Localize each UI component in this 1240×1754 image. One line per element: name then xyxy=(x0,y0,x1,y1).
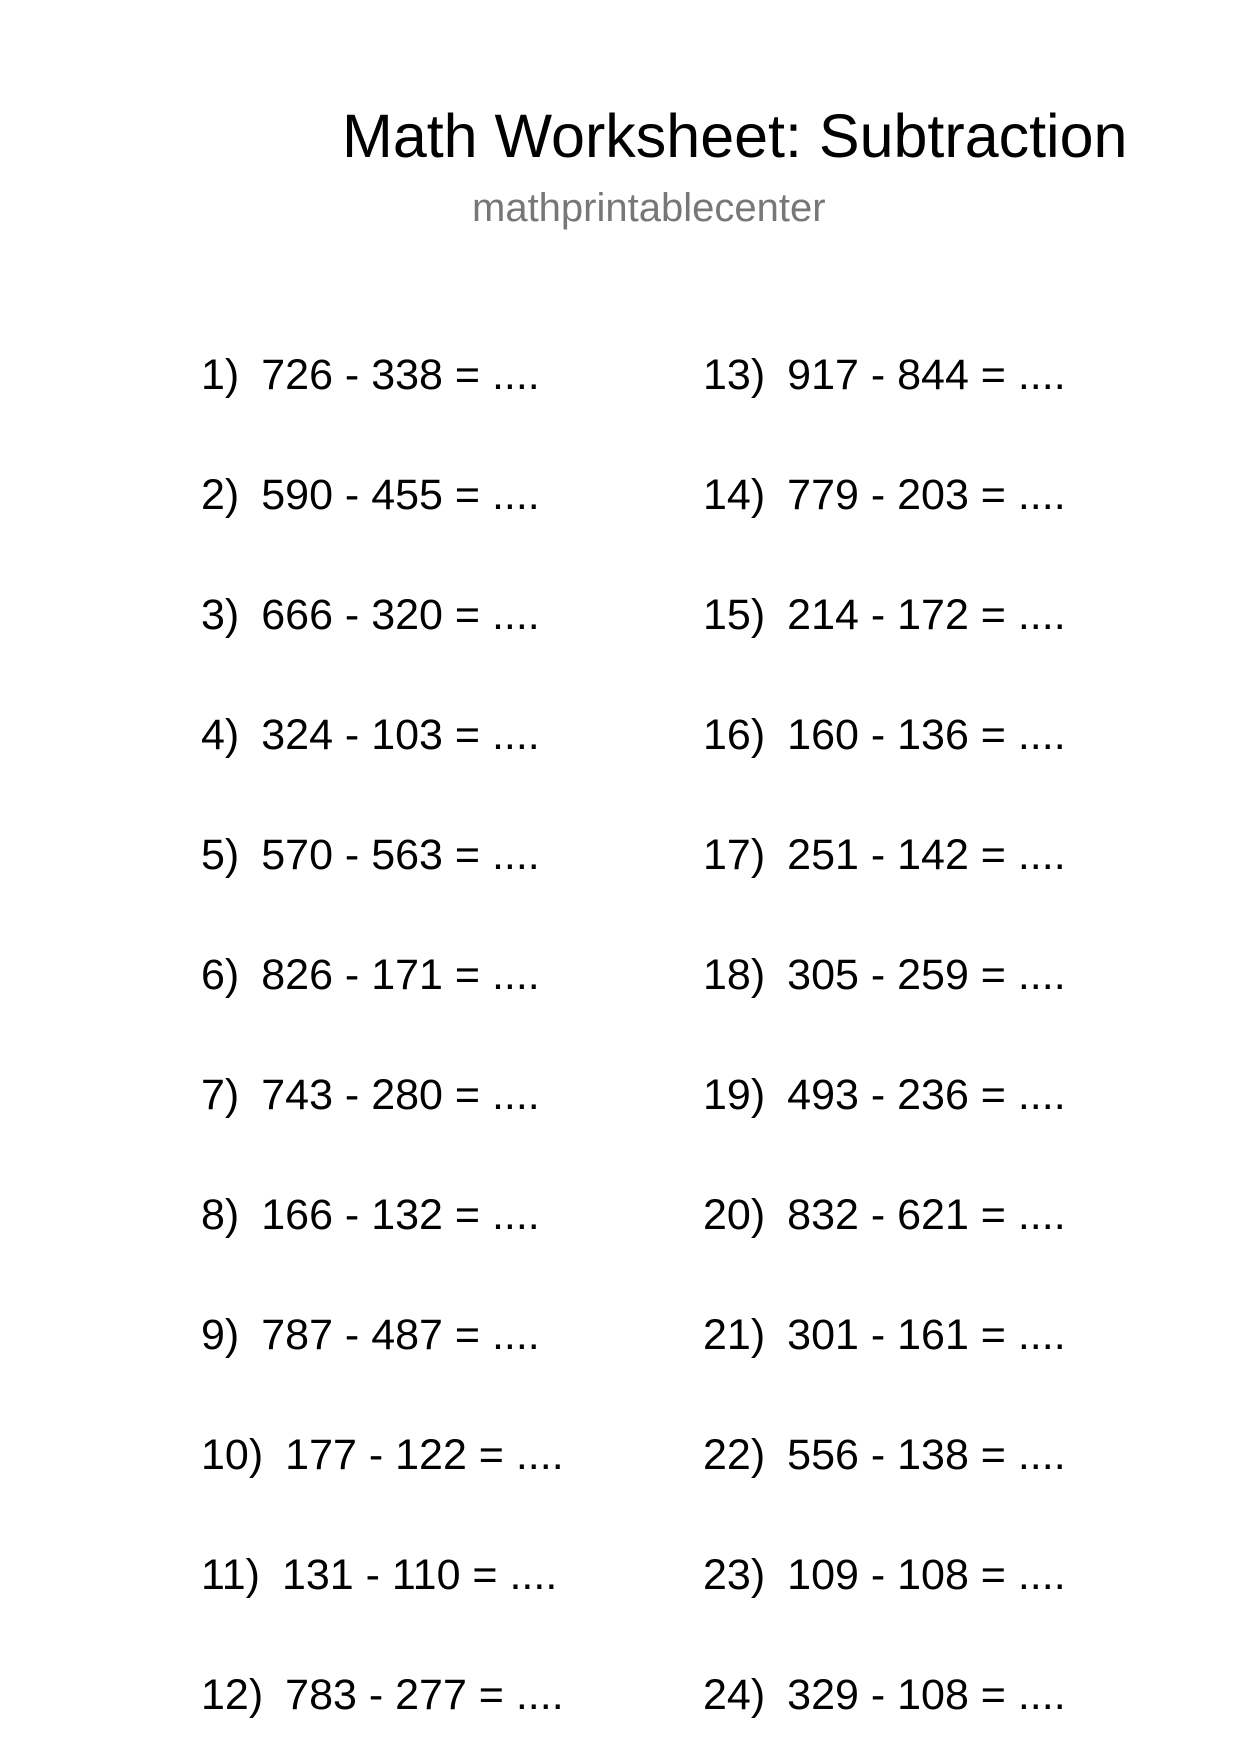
problem-item xyxy=(201,465,540,525)
problem-number: 10) xyxy=(201,1431,264,1479)
problem-item xyxy=(201,705,540,765)
problem-expression: 826 - 171 = .... xyxy=(261,951,540,999)
problem-expression: 493 - 236 = .... xyxy=(787,1071,1066,1119)
problem-expression: 783 - 277 = .... xyxy=(285,1671,564,1719)
problem-expression: 305 - 259 = .... xyxy=(787,951,1066,999)
problem-item xyxy=(703,345,1066,405)
problem-item xyxy=(201,825,540,885)
problem-expression: 666 - 320 = .... xyxy=(261,591,540,639)
problem-item xyxy=(703,705,1066,765)
problem-number: 13) xyxy=(703,351,766,399)
problem-item xyxy=(703,585,1066,645)
problem-number: 16) xyxy=(703,711,766,759)
problem-number: 17) xyxy=(703,831,766,879)
problem-item xyxy=(703,1185,1066,1245)
problem-number: 3) xyxy=(201,591,240,639)
problem-expression: 726 - 338 = .... xyxy=(261,351,540,399)
problem-item xyxy=(201,1545,557,1605)
problem-expression: 570 - 563 = .... xyxy=(261,831,540,879)
problem-expression: 743 - 280 = .... xyxy=(261,1071,540,1119)
problem-number: 11) xyxy=(201,1551,260,1599)
problem-item xyxy=(703,1065,1066,1125)
problem-expression: 329 - 108 = .... xyxy=(787,1671,1066,1719)
problem-number: 8) xyxy=(201,1191,240,1239)
page-subtitle: mathprintablecenter xyxy=(472,186,826,230)
problem-expression: 556 - 138 = .... xyxy=(787,1431,1066,1479)
problem-expression: 177 - 122 = .... xyxy=(285,1431,564,1479)
problem-expression: 301 - 161 = .... xyxy=(787,1311,1066,1359)
problem-number: 7) xyxy=(201,1071,240,1119)
problem-expression: 109 - 108 = .... xyxy=(787,1551,1066,1599)
problem-item xyxy=(201,1065,540,1125)
problem-expression: 779 - 203 = .... xyxy=(787,471,1066,519)
problem-expression: 917 - 844 = .... xyxy=(787,351,1066,399)
problem-item xyxy=(703,1305,1066,1365)
problem-item xyxy=(201,945,540,1005)
problem-expression: 251 - 142 = .... xyxy=(787,831,1066,879)
problem-expression: 160 - 136 = .... xyxy=(787,711,1066,759)
problem-number: 6) xyxy=(201,951,240,999)
problem-expression: 787 - 487 = .... xyxy=(261,1311,540,1359)
problem-item xyxy=(703,1425,1066,1485)
problem-number: 14) xyxy=(703,471,766,519)
problem-expression: 324 - 103 = .... xyxy=(261,711,540,759)
problem-item xyxy=(201,1185,540,1245)
problem-item xyxy=(201,1425,564,1485)
problem-expression: 214 - 172 = .... xyxy=(787,591,1066,639)
problem-number: 22) xyxy=(703,1431,766,1479)
problem-number: 21) xyxy=(703,1311,766,1359)
problem-item xyxy=(201,1665,564,1725)
problem-item xyxy=(703,1545,1066,1605)
problem-number: 23) xyxy=(703,1551,766,1599)
problem-item xyxy=(703,945,1066,1005)
problem-expression: 590 - 455 = .... xyxy=(261,471,540,519)
problem-number: 5) xyxy=(201,831,240,879)
problem-number: 12) xyxy=(201,1671,264,1719)
problem-item xyxy=(703,465,1066,525)
problem-number: 9) xyxy=(201,1311,240,1359)
problem-item xyxy=(201,345,540,405)
problem-number: 24) xyxy=(703,1671,766,1719)
page-title: Math Worksheet: Subtraction xyxy=(342,102,1128,170)
problem-number: 19) xyxy=(703,1071,766,1119)
problem-number: 4) xyxy=(201,711,240,759)
problem-number: 20) xyxy=(703,1191,766,1239)
problem-number: 2) xyxy=(201,471,240,519)
problem-number: 1) xyxy=(201,351,240,399)
problem-expression: 166 - 132 = .... xyxy=(261,1191,540,1239)
problem-item xyxy=(703,1665,1066,1725)
problem-number: 15) xyxy=(703,591,766,639)
problem-expression: 832 - 621 = .... xyxy=(787,1191,1066,1239)
problem-item xyxy=(201,1305,540,1365)
problem-item xyxy=(703,825,1066,885)
problem-item xyxy=(201,585,540,645)
problem-expression: 131 - 110 = .... xyxy=(281,1551,558,1599)
problem-number: 18) xyxy=(703,951,766,999)
